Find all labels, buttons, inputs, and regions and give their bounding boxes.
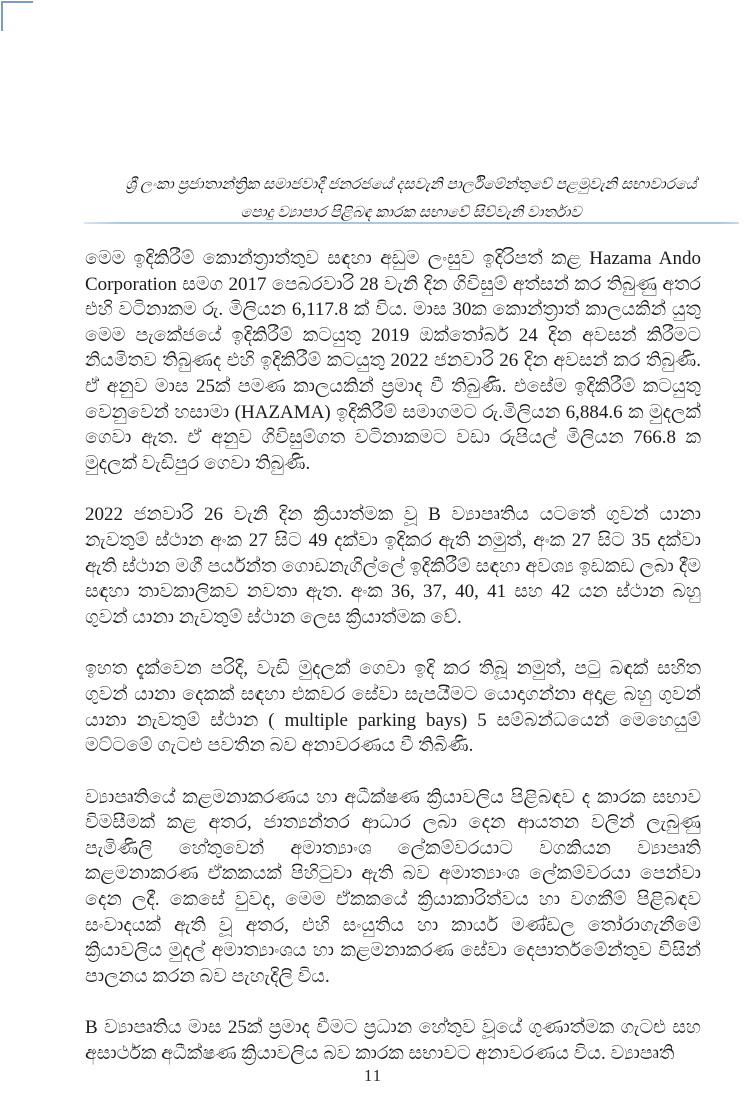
report-header-line-2: පොදු ව්‍යාපාර පිළිබඳ කාරක සභාවේ සිව්වැනි වාර්තාව	[240, 204, 582, 221]
report-header-line-1: ශ්‍රී ලංකා ප්‍රජාතාන්ත්‍රික සමාජවාදී ජනරජයේ දසවැනි පාර්ලිමේන්තුවේ පළමුවැනි සභාවාරයේ	[125, 176, 697, 193]
body-paragraph-2: 2022 ජනවාරි 26 වැනි දින ක්‍රියාත්මක වූ B ව්‍යාපෘතිය යටතේ ගුවන් යානා නැවතුම් ස්ථාන අංක 27 සිට 49 දක්වා ඉදිකර ඇති නමුත්, අංක 27 සිට 35 දක්වා ඇති ස්ථාන මගී පර්යන්ත ගොඩනැගිල්ලේ ඉදිකිරීම් සඳහා අවශ්‍ය ඉඩකඩ ලබා දීම සඳහා තාවකාලිකව නවතා ඇත. අංක 36, 37, 40, 41 සහ 42 යන ස්ථාන බහු ගුවන් යානා නැවතුම් ස්ථාන ලෙස ක්‍රියාත්මක වේ.	[85, 504, 701, 628]
body-paragraph-5: B ව්‍යාපෘතිය මාස 25ක් ප්‍රමාද වීමට ප්‍රධාන හේතුව වූයේ ගුණාත්මක ගැටළු සහ අසාර්ථක අධීක්ෂණ ක්‍රියාවලිය බව කාරක සභාවට අනාවරණය විය. ව්‍යාපෘති	[85, 1017, 701, 1065]
page-corner-frame	[1, 1, 33, 31]
body-paragraph-3: ඉහත දැක්වෙන පරිදි, වැඩි මුදලක් ගෙවා ඉදි කර තිබූ නමුත්, පටු බඳක් සහිත ගුවන් යානා දෙකක් සඳහා එකවර සේවා සැපයීමට යොදාගන්නා අදාළ බහු ගුවන් යානා නැවතුම් ස්ථාන ( multiple parking bays) 5 සම්බන්ධයෙන් මෙහෙයුම් මට්ටමේ ගැටළු පවතින බව අනාවරණය වී තිබිණි.	[85, 658, 701, 757]
document-body	[85, 246, 701, 1093]
body-paragraph-4: ව්‍යාපෘතියේ කළමනාකරණය හා අධීක්ෂණ ක්‍රියාවලිය පිළිබඳව ද කාරක සභාව විමසීමක් කළ අතර, ජාත්‍යන්තර ආධාර ලබා දෙන ආයතන වලින් ලැබුණු පැමිණිලි හේතුවෙන් අමාත්‍යාංශ ලේකම්වරයාට වගකියන ව්‍යාපෘති කළමනාකරණ ඒකකයක් පිහිටුවා ඇති බව අමාත්‍යාංශ ලේකම්වරයා පෙන්වා දෙන ලදී. කෙසේ වුවද, මෙම ඒකකයේ ක්‍රියාකාරිත්වය හා වගකීම් පිළිබඳව සංවාදයක් ඇති වූ අතර, එහි සංයුතිය හා කාර්ය මණ්ඩල තෝරාගැනීමේ ක්‍රියාවලිය මුදල් අමාත්‍යාංශය හා කළමනාකරණ සේවා දෙපාර්තමේන්තුව විසින් පාලනය කරන බව පැහැදිලි විය.	[85, 786, 701, 987]
page-number: 11	[363, 1066, 383, 1085]
report-header	[84, 171, 738, 227]
body-paragraph-1: මෙම ඉදිකිරීම් කොන්ත්‍රාත්තුව සඳහා අඩුම ලංසුව ඉදිරිපත් කළ Hazama Ando Corporation සමග 2017 පෙබරවාරි 28 වැනි දින ගිවිසුම් අත්සන් කර තිබුණු අතර එහි වටිනාකම රු. මිලියන 6,117.8 ක් විය. මාස 30ක කොන්ත්‍රාත් කාලයකින් යුතු මෙම පැකේජයේ ඉදිකිරීම් කටයුතු 2019 ඔක්තෝබර් 24 දින අවසන් කිරීමට නියමිතව තිබුණද එහි ඉදිකිරීම් කටයුතු 2022 ජනවාරි 26 දින අවසන් කර තිබුණි. ඒ අනුව මාස 25ක් පමණ කාලයකින් ප්‍රමාද වී තිබුණි. එසේම ඉදිකිරීම් කටයුතු වෙනුවෙන් හසාමා (HAZAMA) ඉදිකිරීම් සමාගමට රු.මිලියන 6,884.6 ක මුදලක් ගෙවා ඇත. ඒ අනුව ගිවිසුම්ගත වටිනාකමට වඩා රුපියල් මිලියන 766.8 ක මුදලක් වැඩිපුර ගෙවා තිබුණි.	[85, 248, 701, 474]
header-divider-rule	[84, 222, 739, 224]
